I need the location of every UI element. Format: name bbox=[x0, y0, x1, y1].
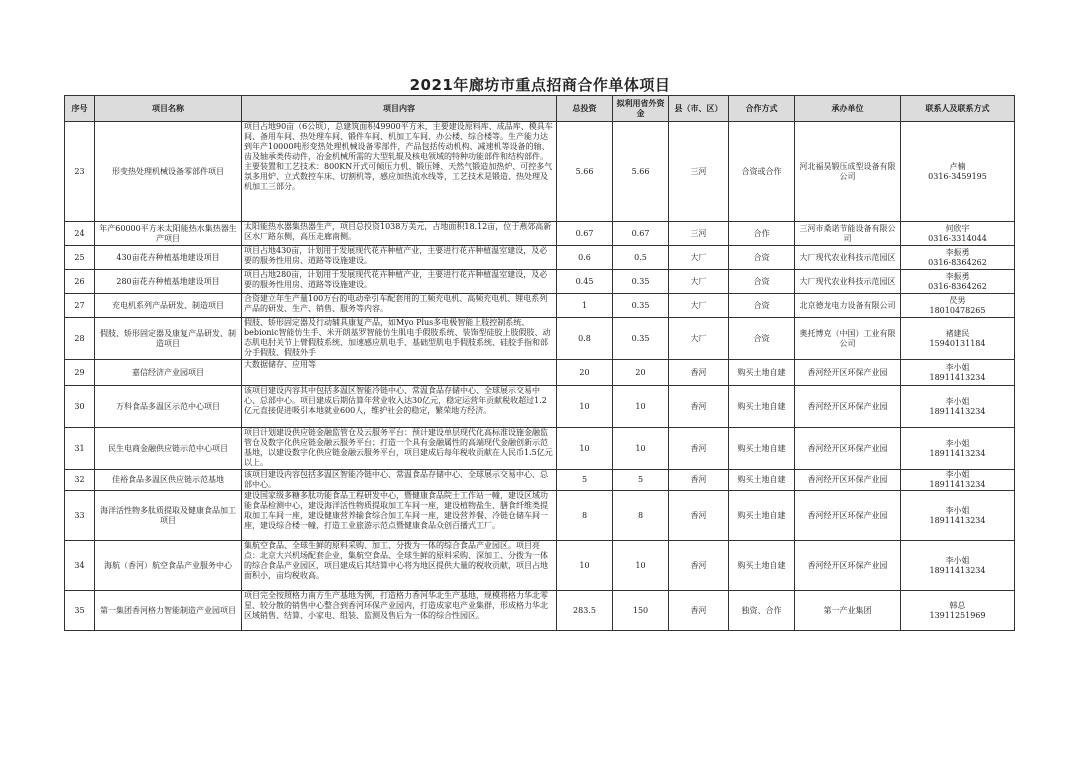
cell-total-investment-text: 5 bbox=[581, 475, 588, 484]
cell-contact bbox=[901, 470, 1015, 491]
cell-county bbox=[669, 222, 729, 246]
cell-project-content bbox=[242, 591, 557, 631]
header-seq: 序号 bbox=[65, 96, 95, 122]
cell-host-unit-text: 香河经开区环保产业园 bbox=[807, 443, 888, 453]
cell-contact bbox=[901, 270, 1015, 294]
cell-cooperation-mode bbox=[729, 122, 795, 222]
cell-cooperation-mode bbox=[729, 246, 795, 270]
header-contact: 联系人及联系方式 bbox=[901, 96, 1015, 122]
cell-county-text: 香河 bbox=[690, 401, 707, 411]
cell-host-unit-text: 香河经开区环保产业园 bbox=[807, 475, 888, 484]
cell-contact bbox=[901, 122, 1015, 222]
contact-name: 李小姐 bbox=[945, 362, 970, 372]
cell-county bbox=[669, 470, 729, 491]
cell-county bbox=[669, 294, 729, 318]
cell-seq-text: 23 bbox=[74, 166, 85, 176]
cell-seq bbox=[65, 294, 95, 318]
contact-phone: 18911413234 bbox=[929, 515, 986, 525]
cell-total-investment-text: 283.5 bbox=[573, 605, 596, 615]
contact-phone: 18010478265 bbox=[929, 305, 986, 315]
cell-project-name-text: 佳裕食品多温区供应链示范基地 bbox=[112, 475, 224, 484]
cell-foreign-funds-text: 10 bbox=[635, 560, 646, 570]
cell-cooperation-mode-text: 购买土地自建 bbox=[737, 401, 786, 411]
cell-project-name bbox=[95, 428, 242, 470]
cell-seq bbox=[65, 222, 95, 246]
cell-seq-text: 30 bbox=[74, 401, 85, 411]
cell-county bbox=[669, 318, 729, 360]
header-row bbox=[65, 96, 1015, 122]
cell-project-name bbox=[95, 294, 242, 318]
cell-project-content bbox=[242, 122, 557, 222]
cell-seq-text: 27 bbox=[74, 300, 85, 310]
table-row bbox=[65, 428, 1015, 470]
cell-host-unit-text: 香河经开区环保产业园 bbox=[807, 510, 888, 520]
cell-host-unit bbox=[795, 491, 901, 541]
cell-host-unit-text: 三河市桑诺节能设备有限公司 bbox=[799, 223, 896, 243]
cell-seq bbox=[65, 470, 95, 491]
cell-total-investment-text: 1 bbox=[581, 300, 588, 310]
contact-phone: 0316-8364262 bbox=[928, 257, 987, 267]
cell-total-investment-text: 0.67 bbox=[575, 228, 594, 238]
header-unit: 承办单位 bbox=[795, 96, 901, 122]
cell-cooperation-mode bbox=[729, 360, 795, 386]
cell-total-investment-text: 10 bbox=[579, 443, 590, 453]
cell-county-text: 香河 bbox=[690, 367, 707, 377]
cell-host-unit-text: 大厂现代农业科技示范园区 bbox=[799, 276, 896, 286]
cell-total-investment-text: 8 bbox=[581, 510, 588, 520]
cell-county-text: 三河 bbox=[690, 228, 707, 238]
cell-total-investment bbox=[557, 122, 613, 222]
contact-name: 李振勇 bbox=[945, 247, 970, 257]
cell-project-content-text: 太阳能热水器集热器生产，项目总投资1038万美元，占地面积18.12亩，位于燕郊高新区水厂路东侧，高压走廊南侧。 bbox=[244, 222, 552, 241]
cell-project-name-text: 充电机系列产品研发、制造项目 bbox=[112, 300, 224, 310]
contact-phone: 0316-3459195 bbox=[928, 171, 987, 181]
cell-project-content bbox=[242, 270, 557, 294]
cell-project-name-text: 海洋活性物多肽质提取及健康食品加工项目 bbox=[100, 505, 236, 525]
contact-name: 韩总 bbox=[949, 600, 966, 610]
table-row bbox=[65, 491, 1015, 541]
cell-project-content-text: 合资建立年生产量100万台的电动牵引车配套用的工频充电机、高频充电机、锂电系列产品的研发、生产、销售、服务等内容。 bbox=[244, 294, 548, 313]
cell-host-unit bbox=[795, 294, 901, 318]
cell-county bbox=[669, 386, 729, 428]
cell-county-text: 大厂 bbox=[690, 252, 707, 262]
cell-contact bbox=[901, 386, 1015, 428]
cell-foreign-funds bbox=[613, 294, 669, 318]
cell-foreign-funds-text: 10 bbox=[635, 401, 646, 411]
cell-total-investment-text: 0.45 bbox=[575, 276, 594, 286]
cell-county-text: 大厂 bbox=[690, 300, 707, 310]
cell-county bbox=[669, 270, 729, 294]
cell-project-name bbox=[95, 246, 242, 270]
table-row bbox=[65, 122, 1015, 222]
cell-foreign-funds-text: 10 bbox=[635, 443, 646, 453]
contact-name: 李小姐 bbox=[945, 505, 970, 515]
cell-project-name-text: 280亩花卉种植基地建设项目 bbox=[116, 276, 220, 286]
cell-foreign-funds bbox=[613, 360, 669, 386]
cell-project-content bbox=[242, 541, 557, 591]
cell-seq-text: 28 bbox=[74, 333, 85, 343]
cell-total-investment bbox=[557, 470, 613, 491]
cell-project-name-text: 形变热处理机械设备零部件项目 bbox=[112, 166, 224, 176]
cell-foreign-funds-text: 20 bbox=[635, 367, 646, 377]
cell-total-investment bbox=[557, 591, 613, 631]
cell-cooperation-mode-text: 合资 bbox=[753, 300, 770, 310]
table-row bbox=[65, 270, 1015, 294]
cell-host-unit-text: 北京德龙电力设备有限公司 bbox=[799, 300, 896, 310]
cell-total-investment bbox=[557, 318, 613, 360]
cell-seq bbox=[65, 386, 95, 428]
cell-project-content-text: 项目计划建设供应链金融监管仓及云服务平台：预计建设单层现代化高标准设施金融监管仓及数字化供应链金融云服务平台；打造一个具有金融属性的高端现代金融创新示范基地，以建设数字化供应链金融云服务平台，项目建成后每年税收贡献在人民币1.5亿元以上。 bbox=[244, 428, 553, 467]
cell-seq bbox=[65, 428, 95, 470]
cell-host-unit-text: 第一产业集团 bbox=[823, 605, 872, 615]
cell-county bbox=[669, 428, 729, 470]
cell-total-investment bbox=[557, 491, 613, 541]
cell-host-unit bbox=[795, 122, 901, 222]
cell-project-name-text: 年产60000平方米太阳能热水集热器生产项目 bbox=[99, 223, 237, 243]
contact-name: 李小姐 bbox=[945, 396, 970, 406]
cell-foreign-funds bbox=[613, 122, 669, 222]
cell-cooperation-mode-text: 合资 bbox=[753, 252, 770, 262]
cell-project-name-text: 430亩花卉种植基地建设项目 bbox=[116, 252, 220, 262]
table-row bbox=[65, 386, 1015, 428]
cell-contact bbox=[901, 541, 1015, 591]
cell-project-name bbox=[95, 222, 242, 246]
page-title: 2021年廊坊市重点招商合作单体项目 bbox=[409, 76, 671, 94]
cell-cooperation-mode bbox=[729, 428, 795, 470]
cell-project-content bbox=[242, 222, 557, 246]
cell-project-content-text: 大数据储存、应用等 bbox=[244, 360, 316, 369]
cell-seq bbox=[65, 246, 95, 270]
cell-county-text: 香河 bbox=[690, 510, 707, 520]
cell-host-unit-text: 奥托博克（中国）工业有限公司 bbox=[799, 328, 896, 348]
contact-name: 褚建民 bbox=[945, 328, 970, 338]
cell-seq bbox=[65, 591, 95, 631]
cell-seq-text: 29 bbox=[74, 367, 85, 377]
contact-name: 卢楠 bbox=[949, 161, 966, 171]
contact-phone: 15940131184 bbox=[929, 338, 986, 348]
cell-cooperation-mode-text: 购买土地自建 bbox=[737, 475, 786, 484]
cell-contact bbox=[901, 294, 1015, 318]
cell-host-unit bbox=[795, 386, 901, 428]
cell-host-unit bbox=[795, 246, 901, 270]
cell-seq bbox=[65, 541, 95, 591]
cell-host-unit bbox=[795, 360, 901, 386]
cell-seq-text: 31 bbox=[74, 443, 85, 453]
contact-phone: 18911413234 bbox=[929, 448, 986, 458]
contact-phone: 18911413234 bbox=[929, 480, 986, 489]
cell-total-investment bbox=[557, 270, 613, 294]
cell-project-content bbox=[242, 360, 557, 386]
cell-seq-text: 34 bbox=[74, 560, 85, 570]
cell-foreign-funds-text: 150 bbox=[632, 605, 649, 615]
table-row bbox=[65, 360, 1015, 386]
cell-project-name-text: 第一集团香河格力智能制造产业园项目 bbox=[100, 605, 236, 615]
cell-project-content bbox=[242, 491, 557, 541]
table-row bbox=[65, 222, 1015, 246]
cell-foreign-funds bbox=[613, 470, 669, 491]
contact-phone: 18911413234 bbox=[929, 565, 986, 575]
cell-foreign-funds bbox=[613, 222, 669, 246]
cell-project-name bbox=[95, 470, 242, 491]
cell-seq-text: 26 bbox=[74, 276, 85, 286]
cell-project-content bbox=[242, 246, 557, 270]
cell-cooperation-mode-text: 合资或合作 bbox=[741, 166, 782, 176]
cell-county-text: 香河 bbox=[690, 475, 707, 484]
cell-contact bbox=[901, 591, 1015, 631]
cell-project-content bbox=[242, 294, 557, 318]
table-row bbox=[65, 541, 1015, 591]
cell-host-unit bbox=[795, 470, 901, 491]
cell-project-content bbox=[242, 318, 557, 360]
contact-phone: 18911413234 bbox=[929, 372, 986, 382]
cell-seq bbox=[65, 122, 95, 222]
cell-project-content-text: 假肢、矫形固定器及行动辅具康复产品，如Myo Plus多电极智能上肢控制系统、bebionic智能仿生手、米开朗基罗智能仿生肌电手假肢系统、装饰型硅胶上肢假肢、动态肌电肘关节上臂假肢系统、加速感应肌电手、基础型肌电手假肢系统、硅胶手指和部分手假肢、假肢外手 bbox=[244, 318, 551, 357]
cell-foreign-funds-text: 0.35 bbox=[631, 333, 650, 343]
cell-project-content-text: 项目占地90亩（6公顷），总建筑面积49900平方米，主要建设原料库、成品库、模具车间、备用车间、热处理车间、锻件车间、机加工车间、办公楼、综合楼等。生产能力达到年产10000吨形变热处理机械设备零部件，产品包括传动机构、减速机等设备的轴、齿及轴承类传动件，冶金机械所需的大型轧辊及核电领域的特种功能部件和结构部件。主要装置和工艺技术：800KN开式可倾压力机、锻压锤、天然气锻造加热炉、可控多气氛多用炉、立式数控车床、切割机等，感应加热流水线等，工艺技术是锻造、热处理及机加工三部分。 bbox=[244, 122, 553, 191]
cell-county bbox=[669, 591, 729, 631]
cell-total-investment bbox=[557, 222, 613, 246]
cell-foreign-funds bbox=[613, 491, 669, 541]
cell-cooperation-mode bbox=[729, 318, 795, 360]
cell-cooperation-mode bbox=[729, 591, 795, 631]
cell-county-text: 香河 bbox=[690, 605, 707, 615]
cell-seq bbox=[65, 270, 95, 294]
cell-county-text: 大厂 bbox=[690, 276, 707, 286]
cell-county-text: 大厂 bbox=[690, 333, 707, 343]
cell-seq-text: 24 bbox=[74, 228, 85, 238]
cell-contact bbox=[901, 428, 1015, 470]
cell-seq-text: 25 bbox=[74, 252, 85, 262]
cell-foreign-funds-text: 5.66 bbox=[631, 166, 650, 176]
cell-contact bbox=[901, 222, 1015, 246]
cell-project-content-text: 该项目建设内容其中包括多温区智能冷链中心、常温食品存储中心、全球展示交易中心、总部中心。项目建成后期估算年营业收入达30亿元，稳定运营年贡献税收超过1.2亿元直接促进吸引本地就业600人，维护社会的稳定，繁荣地方经济。 bbox=[244, 386, 547, 415]
cell-project-name-text: 民生电商金融供应链示范中心项目 bbox=[108, 443, 228, 453]
cell-foreign-funds-text: 0.35 bbox=[631, 300, 650, 310]
cell-seq-text: 33 bbox=[74, 510, 85, 520]
header-content: 项目内容 bbox=[242, 96, 557, 122]
cell-foreign-funds bbox=[613, 428, 669, 470]
cell-host-unit-text: 香河经开区环保产业园 bbox=[807, 401, 888, 411]
cell-project-name-text: 万科食品多温区示范中心项目 bbox=[116, 401, 220, 411]
cell-total-investment bbox=[557, 428, 613, 470]
cell-host-unit-text: 香河经开区环保产业园 bbox=[807, 560, 888, 570]
cell-host-unit-text: 香河经开区环保产业园 bbox=[807, 367, 888, 377]
contact-name: 李振勇 bbox=[945, 271, 970, 281]
cell-county-text: 三河 bbox=[690, 166, 707, 176]
header-mode: 合作方式 bbox=[729, 96, 795, 122]
cell-project-name-text: 嘉信经济产业园项目 bbox=[132, 367, 204, 377]
cell-county-text: 香河 bbox=[690, 560, 707, 570]
contact-phone: 0316-3314044 bbox=[928, 233, 987, 243]
header-name: 项目名称 bbox=[95, 96, 242, 122]
cell-project-content-text: 集航空食品、全球生鲜的原料采购、加工、分拨为一体的综合食品产业园区。项目亮点：北京大兴机场配套企业，集航空食品、全球生鲜的原料采购、深加工、分拨为一体的综合食品产业园区，项目建成后其结算中心将为地区提供大量的税收贡献，项目占地面积小，亩均税收高。 bbox=[244, 541, 548, 580]
cell-total-investment-text: 20 bbox=[579, 367, 590, 377]
cell-contact bbox=[901, 318, 1015, 360]
cell-total-investment-text: 5.66 bbox=[575, 166, 594, 176]
cell-project-name bbox=[95, 541, 242, 591]
cell-foreign-funds bbox=[613, 591, 669, 631]
cell-host-unit bbox=[795, 270, 901, 294]
cell-cooperation-mode bbox=[729, 541, 795, 591]
cell-host-unit bbox=[795, 541, 901, 591]
cell-project-content-text: 项目占地280亩，计划用于发展现代花卉种植产业，主要进行花卉种植温室建设，及必要的服务性用房、道路等设施建设。 bbox=[244, 270, 548, 289]
cell-project-name bbox=[95, 360, 242, 386]
cell-county bbox=[669, 246, 729, 270]
cell-total-investment-text: 0.6 bbox=[578, 252, 591, 262]
cell-cooperation-mode bbox=[729, 270, 795, 294]
header-total: 总投资 bbox=[557, 96, 613, 122]
projects-table bbox=[64, 95, 1015, 631]
cell-cooperation-mode-text: 购买土地自建 bbox=[737, 443, 786, 453]
contact-name: 李小姐 bbox=[945, 438, 970, 448]
contact-phone: 13911251969 bbox=[929, 610, 986, 620]
table-row bbox=[65, 591, 1015, 631]
cell-cooperation-mode-text: 合资 bbox=[753, 333, 770, 343]
cell-contact bbox=[901, 491, 1015, 541]
cell-host-unit bbox=[795, 428, 901, 470]
cell-seq-text: 32 bbox=[74, 475, 85, 484]
cell-project-name bbox=[95, 122, 242, 222]
cell-project-name-text: 海航（香河）航空食品产业服务中心 bbox=[104, 560, 232, 570]
cell-county-text: 香河 bbox=[690, 443, 707, 453]
cell-project-name bbox=[95, 491, 242, 541]
cell-cooperation-mode bbox=[729, 294, 795, 318]
cell-foreign-funds bbox=[613, 318, 669, 360]
cell-total-investment bbox=[557, 386, 613, 428]
cell-cooperation-mode bbox=[729, 491, 795, 541]
cell-foreign-funds bbox=[613, 270, 669, 294]
cell-county bbox=[669, 122, 729, 222]
cell-host-unit-text: 河北福昊锻压成型设备有限公司 bbox=[799, 161, 896, 181]
contact-name: 昃男 bbox=[949, 295, 966, 305]
cell-seq bbox=[65, 318, 95, 360]
cell-county bbox=[669, 541, 729, 591]
table-row bbox=[65, 318, 1015, 360]
cell-cooperation-mode-text: 合作 bbox=[753, 228, 770, 238]
cell-project-content bbox=[242, 470, 557, 491]
cell-project-content-text: 建设国家级多糖多肽功能食品工程研发中心，暨健康食品院士工作站一幢，建设区域功能食品检测中心，建设海洋活性物质提取加工车间一座，建设植物盐生、膳食纤维类提取加工车间一座，建设健康营养输食综合加工车间一座，建设营养餐、冷链仓储车间一座，建设综合楼一幢，打造工业旅游示范点暨健康食品众创百播式工厂。 bbox=[244, 491, 548, 530]
cell-county bbox=[669, 360, 729, 386]
header-foreign: 拟利用省外资金 bbox=[613, 96, 669, 122]
cell-cooperation-mode-text: 购买土地自建 bbox=[737, 510, 786, 520]
cell-project-name bbox=[95, 386, 242, 428]
table-row bbox=[65, 246, 1015, 270]
cell-seq-text: 35 bbox=[74, 605, 85, 615]
cell-host-unit-text: 大厂现代农业科技示范园区 bbox=[799, 252, 896, 262]
cell-cooperation-mode-text: 购买土地自建 bbox=[737, 560, 786, 570]
cell-project-content-text: 项目占地430亩，计划用于发展现代花卉种植产业，主要进行花卉种植温室建设，及必要的服务性用房、道路等设施建设。 bbox=[244, 246, 548, 265]
cell-total-investment bbox=[557, 541, 613, 591]
contact-name: 李小姐 bbox=[945, 555, 970, 565]
cell-contact bbox=[901, 360, 1015, 386]
cell-cooperation-mode-text: 独资、合作 bbox=[741, 605, 782, 615]
cell-host-unit bbox=[795, 222, 901, 246]
contact-phone: 18911413234 bbox=[929, 406, 986, 416]
cell-project-content bbox=[242, 428, 557, 470]
cell-foreign-funds-text: 8 bbox=[637, 510, 644, 520]
cell-foreign-funds bbox=[613, 386, 669, 428]
cell-total-investment bbox=[557, 294, 613, 318]
cell-cooperation-mode-text: 购买土地自建 bbox=[737, 367, 786, 377]
cell-project-name bbox=[95, 591, 242, 631]
cell-cooperation-mode bbox=[729, 470, 795, 491]
cell-contact bbox=[901, 246, 1015, 270]
cell-county bbox=[669, 491, 729, 541]
contact-name: 何欣宇 bbox=[945, 223, 970, 233]
cell-project-content-text: 项目完全按照格力南方生产基地为例，打造格力香河华北生产基地，规模将格力华北零星、较分散的销售中心整合到香河环保产业园内，打造成家电产业集群，形成格力华北区域销售、结算、小家电、组装、监测及售后为一体的综合性园区。 bbox=[244, 591, 548, 620]
cell-total-investment bbox=[557, 360, 613, 386]
cell-total-investment-text: 10 bbox=[579, 401, 590, 411]
cell-cooperation-mode bbox=[729, 386, 795, 428]
cell-foreign-funds bbox=[613, 246, 669, 270]
cell-seq bbox=[65, 360, 95, 386]
cell-total-investment-text: 10 bbox=[579, 560, 590, 570]
cell-project-content bbox=[242, 386, 557, 428]
contact-name: 李小姐 bbox=[945, 470, 970, 479]
cell-foreign-funds-text: 0.67 bbox=[631, 228, 650, 238]
cell-foreign-funds bbox=[613, 541, 669, 591]
table-row bbox=[65, 294, 1015, 318]
contact-phone: 0316-8364262 bbox=[928, 281, 987, 291]
cell-total-investment bbox=[557, 246, 613, 270]
cell-total-investment-text: 0.8 bbox=[578, 333, 591, 343]
cell-host-unit bbox=[795, 318, 901, 360]
cell-foreign-funds-text: 5 bbox=[637, 475, 644, 484]
cell-cooperation-mode-text: 合资 bbox=[753, 276, 770, 286]
cell-project-content-text: 该项目建设内容包括多温区智能冷链中心、常温食品存储中心、全球展示交易中心、总部中心。 bbox=[244, 470, 548, 489]
cell-seq bbox=[65, 491, 95, 541]
cell-project-name-text: 假肢、矫形固定器及康复产品研发、制造项目 bbox=[100, 328, 236, 348]
cell-project-name bbox=[95, 270, 242, 294]
cell-foreign-funds-text: 0.5 bbox=[634, 252, 647, 262]
cell-project-name bbox=[95, 318, 242, 360]
cell-host-unit bbox=[795, 591, 901, 631]
cell-foreign-funds-text: 0.35 bbox=[631, 276, 650, 286]
table-row bbox=[65, 470, 1015, 491]
header-county: 县（市、区） bbox=[669, 96, 729, 122]
cell-cooperation-mode bbox=[729, 222, 795, 246]
